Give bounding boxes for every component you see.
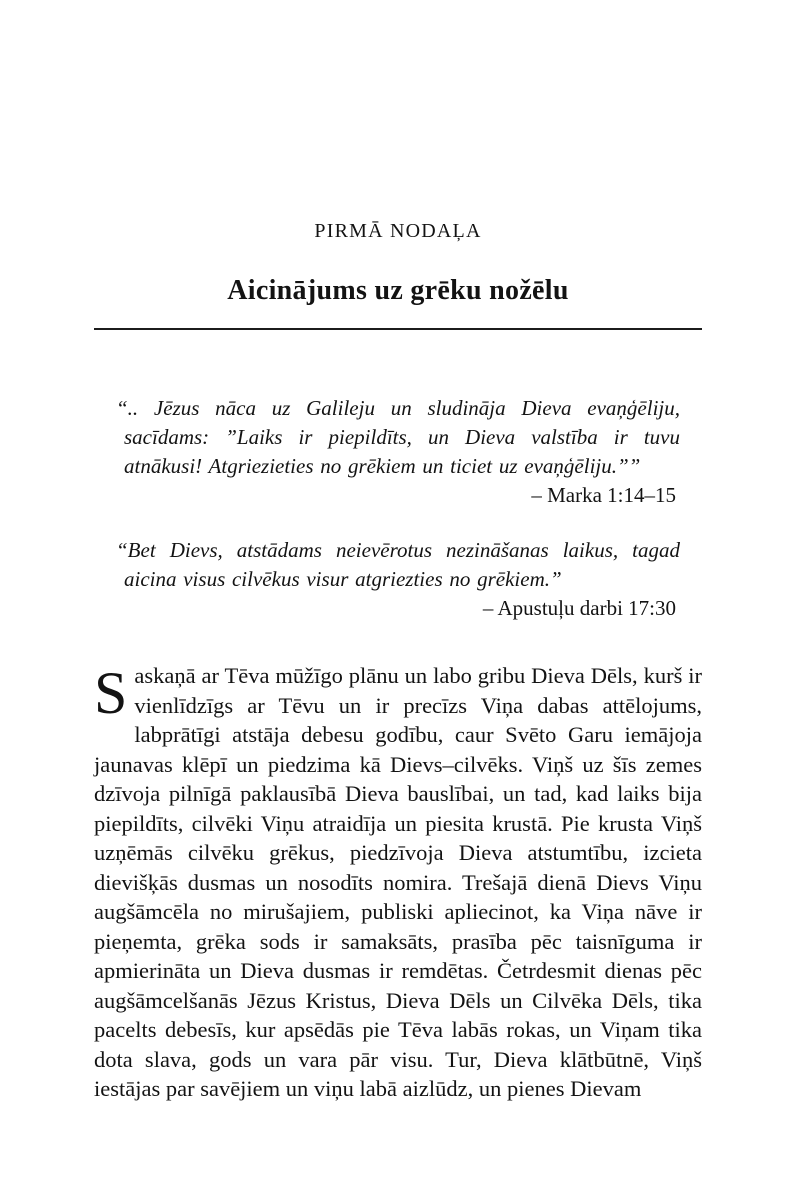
chapter-title: Aicinājums uz grēku nožēlu [227, 275, 569, 306]
epigraph-section [94, 394, 702, 623]
title-divider [94, 328, 702, 330]
epigraph-text: “.. Jēzus nāca uz Galileju un sludināja Dieva evaņģēliju, sacīdams: ”Laiks ir piepildīts, un Dieva valstība ir tuvu atnākusi! Atgriezieties no grēkiem un ticiet uz evaņģēliju.”” [116, 396, 680, 478]
drop-cap: S [94, 660, 128, 726]
epigraph-attribution: – Apustuļu darbi 17:30 [482, 596, 676, 620]
body-paragraph-text: askaņā ar Tēva mūžīgo plānu un labo gribu Dieva Dēls, kurš ir vienlīdzīgs ar Tēvu un ir precīzs Viņa dabas attēlojums, labprātīgi atstāja debesu godību, caur Svēto Garu iemājoja jaunavas klēpī un piedzima kā Dievs–cilvēks. Viņš uz šīs zemes dzīvoja pilnīgā paklausībā Dieva bauslībai, un tad, kad laiks bija piepildīts, cilvēki Viņu atraidīja un piesita krustā. Pie krusta Viņš uzņēmās cilvēku grēkus, piedzīvoja Dieva atstumtību, izcieta dievišķās dusmas un nosodīts nomira. Trešajā dienā Dievs Viņu augšāmcēla no mirušajiem, publiski apliecinot, ka Viņa nāve ir pieņemta, grēka sods ir samaksāts, prasība pēc taisnīguma ir apmierināta un Dieva dusmas ir remdētas. Četrdesmit dienas pēc augšāmcelšanās Jēzus Kristus, Dieva Dēls un Cilvēka Dēls, tika pacelts debesīs, kur apsēdās pie Tēva labās rokas, un Viņam tika dota slava, gods un vara pār visu. Tur, Dieva klātbūtnē, Viņš iestājas par savējiem un viņu labā aizlūdz, un pienes Dievam [94, 663, 702, 1101]
epigraph-quote [116, 394, 680, 510]
epigraph-attribution: – Marka 1:14–15 [531, 483, 676, 507]
body-paragraph [94, 661, 702, 1104]
epigraph-text: “Bet Dievs, atstādams neievērotus nezināšanas laikus, tagad aicina visus cilvēkus visur atgriezties no grēkiem.” [116, 538, 680, 591]
epigraph-quote [116, 536, 680, 623]
chapter-heading: PIRMĀ NODAĻA [314, 220, 482, 242]
